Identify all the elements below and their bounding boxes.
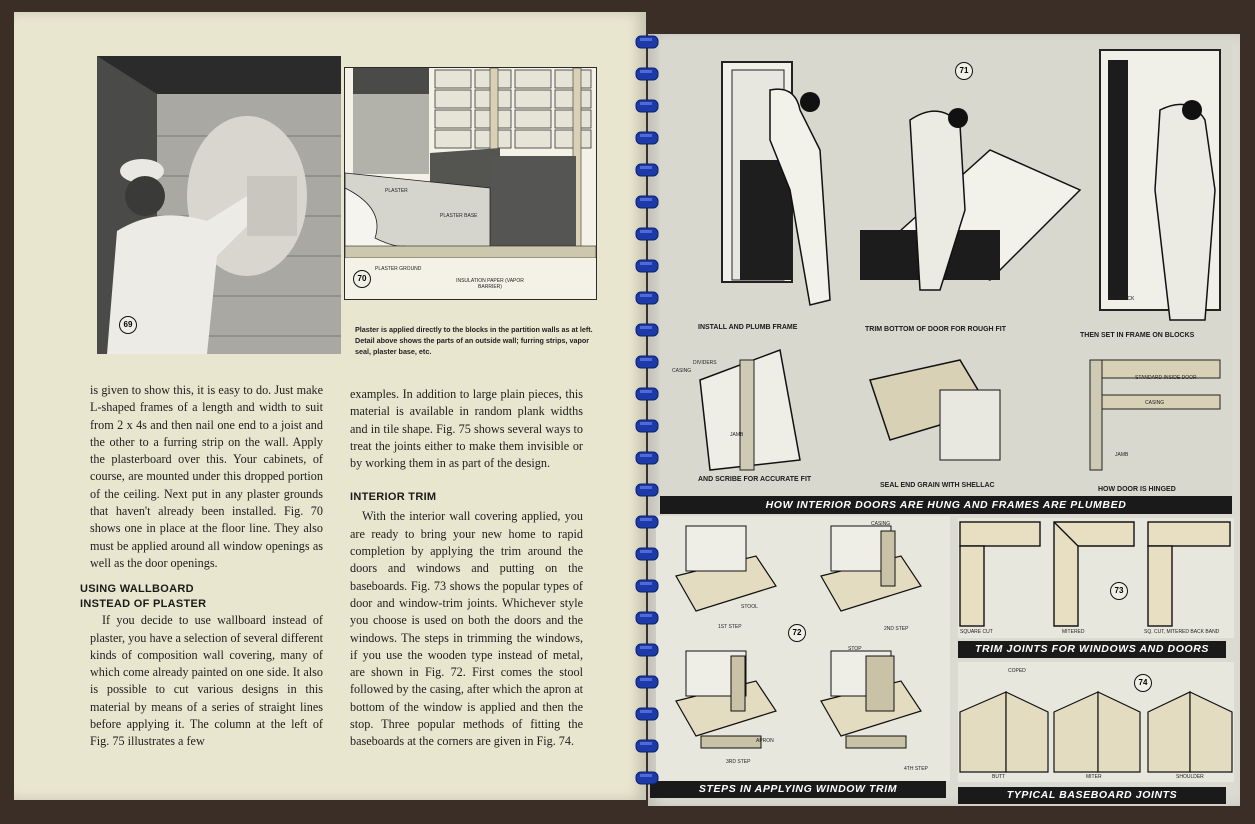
- col2-heading: INTERIOR TRIM: [350, 491, 437, 504]
- fig71-step-2: TRIM BOTTOM OF DOOR FOR ROUGH FIT: [865, 326, 1007, 333]
- fig72-banner: STEPS IN APPLYING WINDOW TRIM: [650, 781, 946, 798]
- fig71-label-jamb-2: JAMB: [1115, 452, 1129, 458]
- fig74-label-butt: BUTT: [992, 774, 1006, 780]
- fig73-label-square-cut: SQUARE CUT: [960, 629, 993, 635]
- fig70-wall-layers-image: [345, 68, 596, 299]
- fig74-label-shoulder: SHOULDER: [1176, 774, 1204, 780]
- fig73-label-sq-cut-mitered: SQ. CUT, MITERED BACK BAND: [1144, 629, 1220, 635]
- fig72-panel: [656, 516, 950, 781]
- fig72-label-casing: CASING: [871, 521, 891, 527]
- fig74-number: 74: [1134, 674, 1152, 692]
- fig70-label-insulation: INSULATION PAPER (VAPOR BARRIER): [456, 278, 524, 290]
- fig72-label-stop: STOP: [848, 646, 862, 652]
- fig70-label-plaster: PLASTER: [385, 188, 408, 194]
- text-column-1: [80, 382, 323, 751]
- fig73-label-mitered: MITERED: [1062, 629, 1085, 635]
- fig71-step-4: AND SCRIBE FOR ACCURATE FIT: [698, 476, 812, 483]
- fig72-label-apron: APRON: [756, 738, 774, 744]
- fig74-banner: TYPICAL BASEBOARD JOINTS: [958, 787, 1226, 804]
- col1-paragraph-1: is given to show this, it is easy to do. Just make L-shaped frames of a length and width to suit from 2 x 4s and then nail one end to a joist and the other to a furring strip on the wall. Apply the plasterboard over this. Your cabinets, of course, are mounted under this dropped portion of the ceiling. Next put in any plaster grounds that haven't already been installed. Fig. 70 shows one in place at the floor line. They also must be applied around all window openings as well as the door openings.: [90, 383, 323, 570]
- fig71-panel: [660, 40, 1232, 496]
- fig72-label-step1: 1ST STEP: [718, 624, 742, 630]
- fig71-label-standard-door: STANDARD INSIDE DOOR: [1135, 375, 1197, 381]
- fig69-plasterer-image: [97, 56, 341, 354]
- fig71-step-3: THEN SET IN FRAME ON BLOCKS: [1080, 332, 1195, 339]
- col1-heading-line1: USING WALLBOARD: [80, 583, 194, 596]
- fig72-label-step3: 3RD STEP: [726, 759, 751, 765]
- fig74-panel: [958, 662, 1234, 782]
- fig72-label-step4: 4TH STEP: [904, 766, 928, 772]
- fig71-banner: HOW INTERIOR DOORS ARE HUNG AND FRAMES ARE PLUMBED: [660, 496, 1232, 514]
- fig74-label-miter: MITER: [1086, 774, 1102, 780]
- fig73-number: 73: [1110, 582, 1128, 600]
- col1-paragraph-2: If you decide to use wallboard instead of plaster, you have a selection of several different kinds of composition wall covering, many of which come already painted on one side. It also is possible to cut various designs in this material by means of a series of straight lines before applying it. The column at the left of Fig. 75 illustrates a few: [90, 613, 323, 749]
- fig74-baseboard-joints-image: [958, 662, 1234, 782]
- fig69-photo: [97, 56, 341, 354]
- spiral-coil-image: [624, 30, 664, 800]
- fig73-banner: TRIM JOINTS FOR WINDOWS AND DOORS: [958, 641, 1226, 658]
- fig71-label-casing: CASING: [672, 368, 692, 374]
- spiral-binding: [624, 30, 664, 800]
- fig71-step-1: INSTALL AND PLUMB FRAME: [698, 324, 798, 331]
- fig70-label-plaster-ground: PLASTER GROUND: [375, 266, 422, 272]
- col2-paragraph-2: With the interior wall covering applied, you are ready to bring your new home to rapid completion by applying the trim around the doors and windows and putting on the baseboards. Fig. 73 shows the popular types of door and window-trim joints. Whichever style you choose is used on both the doors and the windows. The steps in trimming the windows, if you use the wooden type instead of metal, are shown in Fig. 72. First comes the stool followed by the casing, after which the apron at bottom of the window is applied and then the stop. Three popular methods of fitting the baseboards at the corners are given in Fig. 74.: [350, 509, 583, 749]
- fig71-step-5: SEAL END GRAIN WITH SHELLAC: [880, 482, 995, 489]
- fig71-label-jamb: JAMB: [730, 432, 744, 438]
- fig70-caption: Plaster is applied directly to the blocks in the partition walls as at left. Detail above shows the parts of an outside wall; furring strips, vapor seal, plaster base, etc.: [355, 325, 593, 356]
- fig74-label-coped: COPED: [1008, 668, 1026, 674]
- fig72-number: 72: [788, 624, 806, 642]
- fig72-window-trim-image: [656, 516, 950, 781]
- fig71-number: 71: [955, 62, 973, 80]
- text-column-2: [350, 386, 583, 751]
- col1-heading: [80, 582, 323, 612]
- fig73-trim-joints-image: [958, 518, 1234, 638]
- fig70-label-plaster-base: PLASTER BASE: [440, 213, 478, 219]
- fig70-wall-diagram: [344, 67, 597, 300]
- fig70-number: 70: [353, 270, 371, 288]
- col1-heading-line2: INSTEAD OF PLASTER: [80, 598, 207, 611]
- fig71-label-block: ½" BLOCK: [1110, 296, 1135, 302]
- fig73-panel: [958, 518, 1234, 638]
- fig71-door-illustrations: [660, 40, 1232, 496]
- col2-paragraph-1: examples. In addition to large plain pieces, this material is available in random plank widths and in tile shape. Fig. 75 shows several ways to treat the joints either to make them invisible or by working them in as part of the design.: [350, 387, 583, 471]
- fig69-number: 69: [119, 316, 137, 334]
- fig71-label-casing-2: CASING: [1145, 400, 1165, 406]
- fig71-label-dividers: DIVIDERS: [693, 360, 717, 366]
- fig72-label-step2: 2ND STEP: [884, 626, 909, 632]
- fig72-label-stool: STOOL: [741, 604, 758, 610]
- fig71-step-6: HOW DOOR IS HINGED: [1098, 486, 1176, 493]
